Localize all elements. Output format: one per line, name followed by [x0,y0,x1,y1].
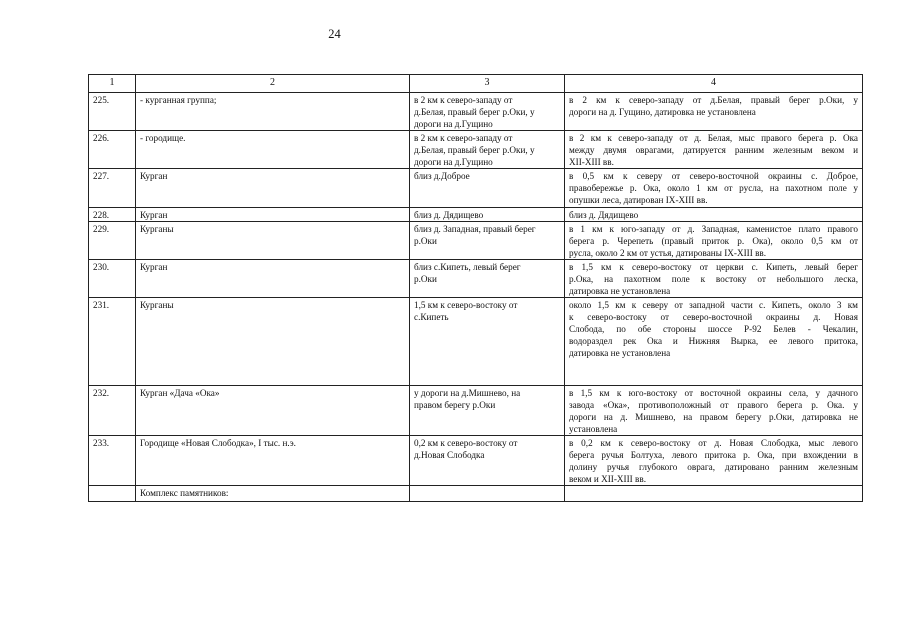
description-line: датировка не установлена [569,286,671,296]
description-line: берега ручья Болтуха, левого притока р. Ока, при вхождении в [569,450,858,460]
location-line: д.Белая, правый берег р.Оки, у [414,145,535,155]
header-col-4: 4 [565,75,863,93]
table-row [89,436,863,486]
location-line: д.Новая Слободка [414,450,485,460]
monument-name: Курган [136,208,410,222]
monument-description [565,386,863,436]
description-line: правобережье р. Ока, около 1 км от русла, на пахотном поле у [569,183,858,193]
description-line: р.Ока, на пахотном поле к востоку от небольшого леска, [569,274,858,284]
location-line: близ д. Дядищево [414,210,484,220]
location-line: д.Белая, правый берег р.Оки, у [414,107,535,117]
monument-name: - городище. [136,131,410,169]
location-line: правом берегу р.Оки [414,400,496,410]
monument-location [410,260,565,298]
monument-location [410,169,565,208]
monument-name: Курганы [136,222,410,260]
description-line: завода «Ока», противоположный от правого берега р. Ока. у [569,400,858,410]
row-number: 230. [89,260,136,298]
row-number: 228. [89,208,136,222]
monument-location [410,436,565,486]
monument-location [410,222,565,260]
description-line: дороги на д. Гущино, датировка не установлена [569,107,756,117]
table-row [89,298,863,386]
description-line: около 1,5 км к северу от западной части с. Кипеть, около 3 км [569,300,858,310]
table-row [89,486,863,502]
location-line: 1,5 км к северо-востоку от [414,300,518,310]
row-number: 231. [89,298,136,386]
row-number: 225. [89,93,136,131]
monument-name: Курган [136,169,410,208]
description-line: к северо-востоку от северо-восточной окраины д. Новая [569,312,858,322]
header-col-1: 1 [89,75,136,93]
monument-name: Комплекс памятников: [136,486,410,502]
row-number: 229. [89,222,136,260]
table-header-row [89,75,863,93]
location-line: р.Оки [414,236,437,246]
monument-location [410,486,565,502]
monument-location [410,386,565,436]
monument-name: Курган [136,260,410,298]
description-line: в 2 км к северо-западу от д.Белая, правый берег р.Оки, у [569,95,858,105]
table-row [89,260,863,298]
monument-location [410,131,565,169]
table-row [89,222,863,260]
monument-name: Курган «Дача «Ока» [136,386,410,436]
location-line: близ с.Кипеть, левый берег [414,262,521,272]
monument-name: Городище «Новая Слободка», I тыс. н.э. [136,436,410,486]
row-number [89,486,136,502]
monument-name: - курганная группа; [136,93,410,131]
table-row [89,208,863,222]
monument-description [565,298,863,386]
description-line: датировка не установлена [569,348,671,358]
description-line: долину ручья глубокого оврага, датировано ранним железным [569,462,858,472]
header-col-3: 3 [410,75,565,93]
location-line: с.Кипеть [414,312,449,322]
monument-location [410,298,565,386]
description-line: водораздел рек Ока и Нижняя Вырка, ее левого притока, [569,336,858,346]
location-line: дороги на д.Гущино [414,119,493,129]
monument-description [565,208,863,222]
location-line: в 2 км к северо-западу от [414,133,513,143]
table-row [89,93,863,131]
description-line: XII-XIII вв. [569,157,614,167]
monuments-table [88,74,863,502]
monument-location [410,208,565,222]
description-line: близ д. Дядищево [569,210,639,220]
page-number: 24 [328,27,341,41]
description-line: установлена [569,424,618,434]
description-line: дороги на д. Мишнево, на правом берегу р.Оки, датировка не [569,412,858,422]
description-line: в 1,5 км к северо-востоку от церкви с. Кипеть, левый берег [569,262,858,272]
description-line: веком и XII-XIII вв. [569,474,646,484]
row-number: 233. [89,436,136,486]
monument-description [565,131,863,169]
location-line: близ д.Доброе [414,171,470,181]
monument-location [410,93,565,131]
description-line: Слобода, по обе стороны шоссе Р-92 Белев - Чекалин, [569,324,858,334]
description-line: опушки леса, датирован IX-XIII вв. [569,195,708,205]
monument-description [565,222,863,260]
location-line: дороги на д.Гущино [414,157,493,167]
description-line: в 1 км к юго-западу от д. Западная, каменистое плато правого [569,224,858,234]
row-number: 226. [89,131,136,169]
monument-description [565,436,863,486]
monument-description [565,486,863,502]
monument-description [565,260,863,298]
row-number: 227. [89,169,136,208]
table-row [89,386,863,436]
monument-description [565,169,863,208]
description-line: в 0,5 км к северу от северо-восточной окраины с. Доброе, [569,171,858,181]
description-line: русла, около 2 км от устья, датированы IX-XIII вв. [569,248,767,258]
location-line: в 2 км к северо-западу от [414,95,513,105]
monument-name: Курганы [136,298,410,386]
description-line: в 2 км к северо-западу от д. Белая, мыс правого берега р. Ока [569,133,858,143]
location-line: у дороги на д.Мишнево, на [414,388,521,398]
location-line: р.Оки [414,274,437,284]
description-line: берега р. Черепеть (правый приток р. Ока), около 0,5 км от [569,236,858,246]
location-line: 0,2 км к северо-востоку от [414,438,518,448]
table-row [89,169,863,208]
description-line: в 1,5 км к юго-востоку от восточной окраины села, у дачного [569,388,858,398]
description-line: между двумя оврагами, датируется ранним железным веком и [569,145,858,155]
monument-description [565,93,863,131]
table-row [89,131,863,169]
header-col-2: 2 [136,75,410,93]
location-line: близ д. Западная, правый берег [414,224,536,234]
row-number: 232. [89,386,136,436]
description-line: в 0,2 км к северо-востоку от д. Новая Слободка, мыс левого [569,438,858,448]
